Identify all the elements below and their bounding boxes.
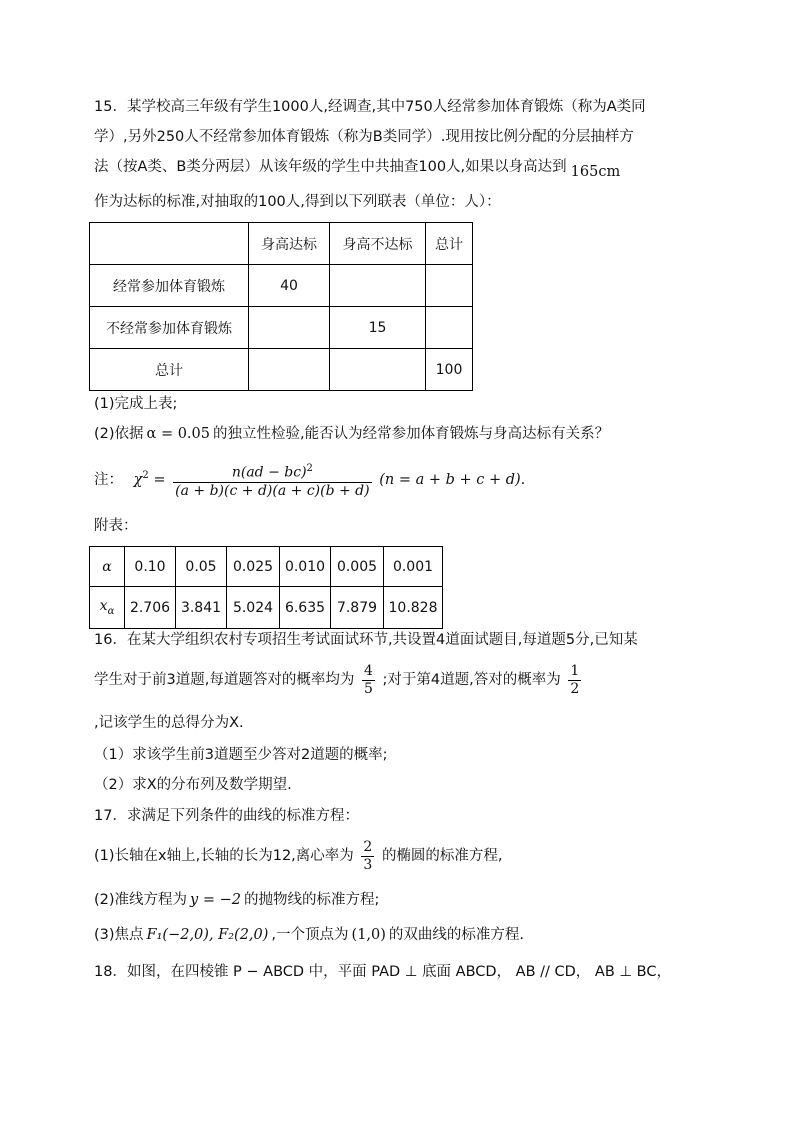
q16-line2-lead: 学生对于前3道题,每道题答对的概率均为 xyxy=(94,672,355,688)
q17-part2-lead: (2)准线方程为 xyxy=(94,892,188,908)
table-header-cell xyxy=(90,223,249,265)
table-cell: 0.010 xyxy=(280,547,331,587)
table-cell xyxy=(330,349,426,391)
q16-line1: 16．在某大学组织农村专项招生考试面试环节,共设置4道面试题目,每道题5分,已知某 xyxy=(94,632,638,648)
q15-line4: 作为达标的标准,对抽取的100人,得到以下列联表（单位：人）： xyxy=(94,194,501,210)
table-cell: 0.001 xyxy=(384,547,443,587)
table-cell: 总计 xyxy=(90,349,249,391)
appendix-label: 附表： xyxy=(94,518,138,534)
q17-part2 xyxy=(94,890,379,910)
q17-part3-rest: 的双曲线的标准方程. xyxy=(388,927,525,943)
table-header-cell: 身高不达标 xyxy=(330,223,426,265)
q17-line1: 17．求满足下列条件的曲线的标准方程： xyxy=(94,808,359,824)
q15-part2-lead: (2)依据 xyxy=(94,426,144,442)
q15-part1: (1)完成上表; xyxy=(94,396,178,412)
q15-line1: 15．某学校高三年级有学生1000人,经调查,其中750人经常参加体育锻炼（称为A类同 xyxy=(94,99,646,115)
table-cell: 10.828 xyxy=(384,587,443,629)
fraction-one-half: $\frac{1}{2}$ xyxy=(570,662,580,697)
q16-line2-mid: ;对于第4道题,答对的概率为 xyxy=(382,672,561,688)
q16-line3: ,记该学生的总得分为X. xyxy=(94,715,244,731)
table-cell: α xyxy=(90,547,125,587)
chi-denominator: (a + b)(c + d)(a + c)(b + d) xyxy=(175,482,370,499)
q16-part2: （2）求X的分布列及数学期望. xyxy=(94,777,292,793)
table-cell: 0.10 xyxy=(125,547,176,587)
table-header-cell: 总计 xyxy=(426,223,473,265)
chi-fraction: $\frac{n(ad - bc)^2}{(a + b)(c + d)(a + c)(b + d)}$ xyxy=(173,460,371,500)
table-cell xyxy=(249,349,330,391)
q15-height-value: 165cm xyxy=(570,164,621,180)
table-cell xyxy=(249,307,330,349)
chi-square-formula: 注： $\chi^2$ = $\frac{n(ad - bc)^2}{(a + b)(c + d)(a + c)(b + d)}$ (n = a + b + c + d). xyxy=(94,456,525,500)
critical-value-table xyxy=(89,546,443,629)
fraction-four-fifths: $\frac{4}{5}$ xyxy=(363,662,373,697)
q15-line3-text: 法（按A类、B类分两层）从该年级的学生中共抽查100人,如果以身高达到 xyxy=(94,159,567,175)
q17-part3 xyxy=(94,925,524,945)
note-label: 注： xyxy=(94,471,123,488)
table-cell xyxy=(90,587,125,629)
foci-coordinates: F₁(−2,0), F₂(2,0) xyxy=(146,927,269,943)
table-cell xyxy=(426,265,473,307)
table-cell: 3.841 xyxy=(176,587,227,629)
q17-part3-lead: (3)焦点 xyxy=(94,927,144,943)
table-cell: 6.635 xyxy=(280,587,331,629)
table-cell xyxy=(426,307,473,349)
chi-condition: (n = a + b + c + d) xyxy=(379,471,521,488)
table-cell: 15 xyxy=(330,307,426,349)
q16-line2 xyxy=(94,660,584,700)
chi-symbol: χ xyxy=(133,471,143,488)
table-cell: 40 xyxy=(249,265,330,307)
q15-part2-rest: 的独立性检验,能否认为经常参加体育锻炼与身高达标有关系？ xyxy=(213,426,610,442)
q15-line3 xyxy=(94,157,621,180)
chi-numerator: n(ad − bc) xyxy=(231,464,307,481)
q16-part1: （1）求该学生前3道题至少答对2道题的概率; xyxy=(94,747,388,763)
table-cell: 0.025 xyxy=(227,547,280,587)
table-cell: 5.024 xyxy=(227,587,280,629)
table-cell: 2.706 xyxy=(125,587,176,629)
q15-part2 xyxy=(94,424,609,444)
directrix-equation: y = −2 xyxy=(190,892,241,908)
q17-part2-rest: 的抛物线的标准方程; xyxy=(243,892,380,908)
x-subscript: α xyxy=(107,605,115,617)
table-cell: 0.05 xyxy=(176,547,227,587)
q17-part1-lead: (1)长轴在x轴上,长轴的长为12,离心率为 xyxy=(94,848,354,864)
table-header-cell: 身高达标 xyxy=(249,223,330,265)
alpha-value: α = 0.05 xyxy=(146,426,210,442)
x-symbol: x xyxy=(99,598,108,615)
q17-part1-rest: 的椭圆的标准方程, xyxy=(381,848,503,864)
table-cell: 不经常参加体育锻炼 xyxy=(90,307,249,349)
q15-line2: 学）,另外250人不经常参加体育锻炼（称为B类同学）.现用按比例分配的分层抽样方 xyxy=(94,129,634,145)
fraction-two-thirds: $\frac{2}{3}$ xyxy=(363,838,373,873)
table-cell xyxy=(330,265,426,307)
table-cell: 0.005 xyxy=(331,547,384,587)
vertex-coordinates: (1,0) xyxy=(351,927,386,943)
table-cell: 经常参加体育锻炼 xyxy=(90,265,249,307)
q17-part1 xyxy=(94,836,503,876)
q17-part3-mid: ,一个顶点为 xyxy=(271,927,349,943)
contingency-table xyxy=(89,222,473,391)
table-cell: 7.879 xyxy=(331,587,384,629)
q18-line1: 18．如图，在四棱锥 P − ABCD 中，平面 PAD ⊥ 底面 ABCD， AB // CD， AB ⊥ BC， xyxy=(94,964,671,980)
table-cell: 100 xyxy=(426,349,473,391)
